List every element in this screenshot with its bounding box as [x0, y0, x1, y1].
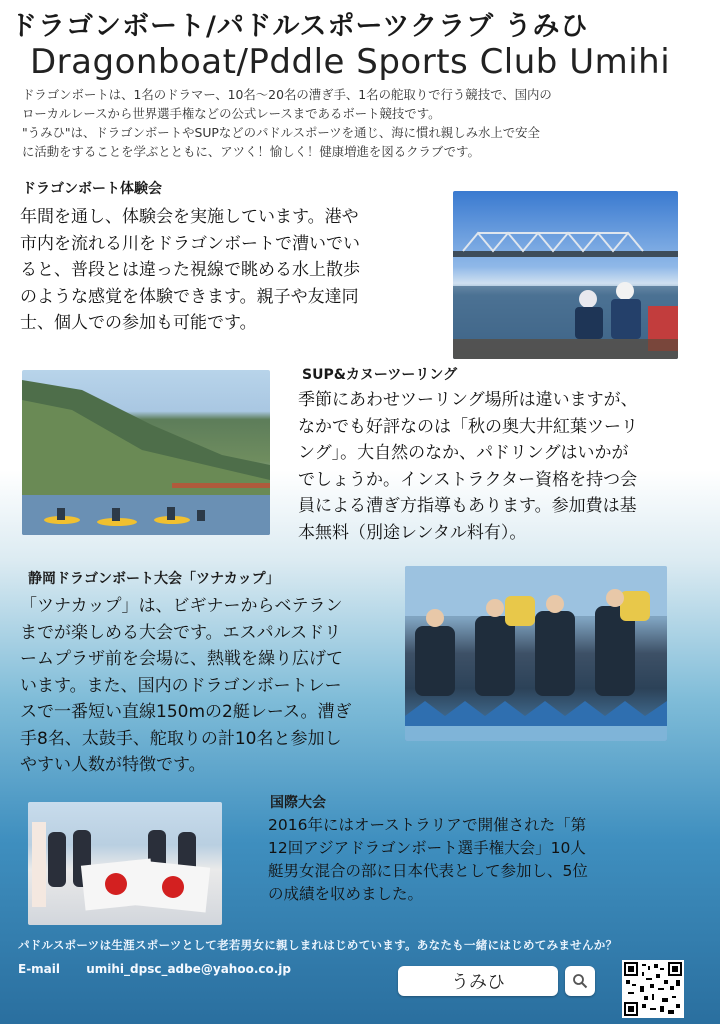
- text-line: 12回アジアドラゴンボート選手権大会」10人: [268, 839, 586, 857]
- intro-line: ドラゴンボートは、1名のドラマー、10名～20名の漕ぎ手、1名の舵取りで行う競技で、国内の: [22, 87, 552, 102]
- section-body-international: [268, 814, 688, 906]
- bridge-illustration: [453, 191, 678, 359]
- page-title-en: Dragonboat/Pddle Sports Club Umihi: [30, 42, 671, 82]
- text-line: 2016年にはオーストラリアで開催された「第: [268, 816, 587, 834]
- text-line: 「ツナカップ」は、ビギナーからベテラン: [20, 596, 343, 616]
- photo-bridge-river: [453, 191, 678, 359]
- text-line: 本無料（別途レンタル料有）。: [298, 522, 527, 543]
- search-icon: [572, 973, 588, 989]
- race-illustration: [405, 566, 667, 741]
- section-heading-sup: SUP&カヌーツーリング: [302, 367, 458, 383]
- text-line: 季節にあわせツーリング場所は違いますが、: [298, 390, 638, 410]
- mountain-illustration: [22, 370, 270, 535]
- text-line: 士、個人での参加も可能です。: [20, 313, 257, 333]
- section-body-tuna-cup: [20, 593, 410, 779]
- email-address[interactable]: umihi_dpsc_adbe@yahoo.co.jp: [86, 962, 291, 976]
- text-line: なかでも好評なのは「秋の奥大井紅葉ツーリ: [298, 416, 638, 437]
- text-line: 市内を流れる川をドラゴンボートで漕いでい: [20, 233, 360, 254]
- team-illustration: [28, 802, 222, 925]
- section-body-taiken: [20, 204, 440, 337]
- photo-mountain-lake: [22, 370, 270, 535]
- text-line: 員による漕ぎ方指導もあります。参加費は基: [298, 496, 637, 516]
- email-row: [18, 962, 291, 976]
- intro-line: "うみひ"は、ドラゴンボートやSUPなどのパドルスポーツを通じ、海に慣れ親しみ水上で安全: [22, 125, 540, 140]
- photo-japan-team: [28, 802, 222, 925]
- section-body-sup: [298, 387, 703, 546]
- photo-dragonboat-race: [405, 566, 667, 741]
- intro-paragraph: [22, 85, 702, 161]
- qr-code-pattern: [624, 962, 682, 1016]
- text-line: ームプラザ前を会場に、熱戦を繰り広げて: [20, 649, 343, 669]
- search-button[interactable]: [565, 966, 595, 996]
- section-heading-international: 国際大会: [270, 795, 326, 811]
- text-line: でしょうか。インストラクター資格を持つ会: [298, 469, 638, 490]
- text-line: ると、普段とは違った視線で眺める水上散歩: [20, 260, 360, 280]
- text-line: のような感覚を体験できます。親子や友達同: [20, 286, 359, 307]
- section-heading-taiken: ドラゴンボート体験会: [22, 181, 162, 197]
- text-line: います。また、国内のドラゴンボートレー: [20, 675, 342, 696]
- search-box[interactable]: うみひ: [398, 966, 558, 996]
- text-line: ング」。大自然のなか、パドリングはいかが: [298, 443, 629, 463]
- text-line: 手8名、太鼓手、舵取りの計10名と参加し: [20, 728, 342, 749]
- email-label: E-mail: [18, 962, 61, 976]
- text-line: やすい人数が特徴です。: [20, 755, 206, 775]
- intro-line: ローカルレースから世界選手権などの公式レースまであるボート競技です。: [22, 106, 441, 121]
- section-heading-tuna-cup: 静岡ドラゴンボート大会「ツナカップ」: [28, 571, 280, 587]
- text-line: スで一番短い直線150mの2艇レース。漕ぎ: [20, 702, 352, 722]
- footer-note: パドルスポーツは生涯スポーツとして老若男女に親しまれはじめています。あなたも一緒にはじめてみませんか？: [18, 938, 618, 952]
- intro-line: に活動をすることを学ぶとともに、アツく！愉しく！健康増進を図るクラブです。: [22, 144, 480, 159]
- text-line: までが楽しめる大会です。エスパルスドリ: [20, 622, 342, 643]
- text-line: 艇男女混合の部に日本代表として参加し、5位: [268, 862, 588, 880]
- page-title-jp: ドラゴンボート/パドルスポーツクラブ うみひ: [10, 11, 589, 42]
- text-line: の成績を収めました。: [268, 885, 424, 903]
- text-line: 年間を通し、体験会を実施しています。港や: [20, 207, 359, 227]
- qr-code[interactable]: [622, 960, 684, 1018]
